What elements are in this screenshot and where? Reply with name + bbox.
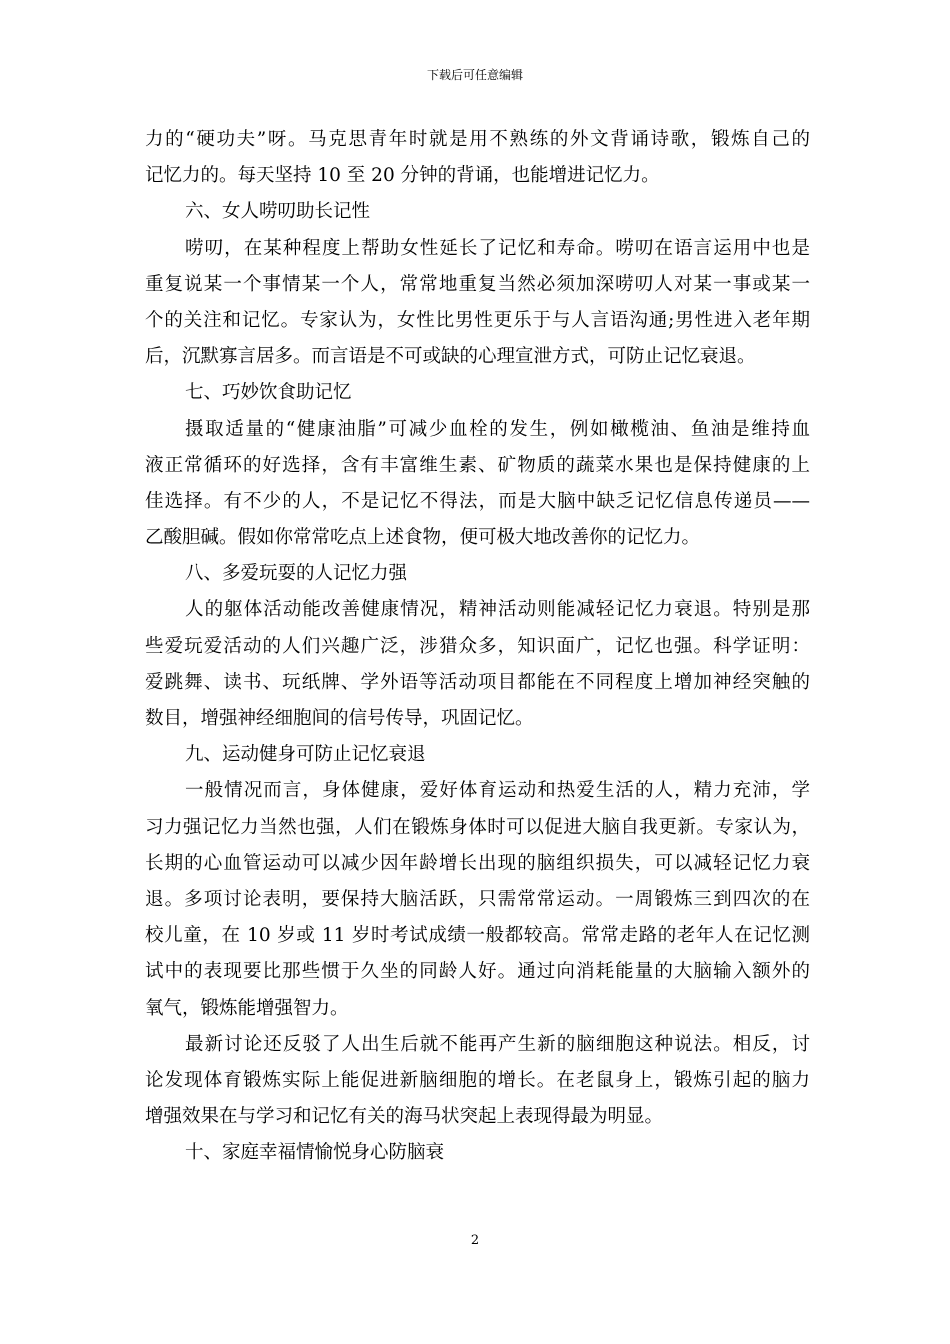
text-line: 摄取适量的“健康油脂”可减少血栓的发生，例如橄榄油、鱼油是维持血 — [185, 418, 810, 440]
text-line: 唠叨，在某种程度上帮助女性延长了记忆和寿命。唠叨在语言运用中也是 — [185, 237, 810, 259]
text-line: 十、家庭幸福情愉悦身心防脑衰 — [185, 1142, 445, 1164]
text-line: 七、巧妙饮食助记忆 — [185, 382, 352, 404]
page-header: 下载后可任意编辑 — [426, 68, 523, 82]
text-line: 退。多项讨论表明，要保持大脑活跃，只需常常运动。一周锻炼三到四次的在 — [145, 888, 810, 910]
document-body — [145, 122, 810, 1171]
text-line: 爱跳舞、读书、玩纸牌、学外语等活动项目都能在不同程度上增加神经突触的 — [145, 671, 810, 693]
text-line: 习力强记忆力当然也强，人们在锻炼身体时可以促进大脑自我更新。专家认为， — [145, 816, 810, 838]
text-line: 一般情况而言，身体健康，爱好体育运动和热爱生活的人，精力充沛，学 — [185, 780, 810, 802]
text-line: 个的关注和记忆。专家认为，女性比男性更乐于与人言语沟通;男性进入老年期 — [145, 309, 810, 331]
text-line: 校儿童，在 10 岁或 11 岁时考试成绩一般都较高。常常走路的老年人在记忆测 — [145, 925, 810, 947]
text-line: 力的“硬功夫”呀。马克思青年时就是用不熟练的外文背诵诗歌，锻炼自己的 — [145, 129, 810, 150]
text-line: 数目，增强神经细胞间的信号传导，巩固记忆。 — [145, 708, 534, 729]
text-line: 佳选择。有不少的人，不是记忆不得法，而是大脑中缺乏记忆信息传递员—— — [145, 490, 810, 512]
text-line: 九、运动健身可防止记忆衰退 — [185, 744, 426, 766]
text-line: 乙酸胆碱。假如你常常吃点上述食物，便可极大地改善你的记忆力。 — [145, 527, 701, 549]
text-line: 六、女人唠叨助长记性 — [185, 201, 371, 223]
text-line: 八、多爱玩耍的人记忆力强 — [185, 563, 408, 585]
text-line: 液正常循环的好选择，含有丰富维生素、矿物质的蔬菜水果也是保持健康的上 — [145, 454, 810, 476]
text-line: 论发现体育锻炼实际上能促进新脑细胞的增长。在老鼠身上，锻炼引起的脑力 — [145, 1069, 810, 1091]
text-line: 长期的心血管运动可以减少因年龄增长出现的脑组织损失，可以减轻记忆力衰 — [145, 852, 810, 874]
text-line: 试中的表现要比那些惯于久坐的同龄人好。通过向消耗能量的大脑输入额外的 — [145, 961, 810, 983]
text-line: 增强效果在与学习和记忆有关的海马状突起上表现得最为明显。 — [145, 1106, 664, 1128]
text-line: 记忆力的。每天坚持 10 至 20 分钟的背诵，也能增进记忆力。 — [145, 165, 660, 187]
text-line: 氧气，锻炼能增强智力。 — [145, 997, 349, 1019]
text-line: 重复说某一个事情某一个人，常常地重复当然必须加深唠叨人对某一事或某一 — [145, 273, 810, 295]
text-line: 些爱玩爱活动的人们兴趣广泛，涉猎众多，知识面广，记忆也强。科学证明： — [145, 635, 810, 657]
page-number: 2 — [470, 1233, 480, 1248]
text-line: 人的躯体活动能改善健康情况，精神活动则能减轻记忆力衰退。特别是那 — [185, 599, 810, 621]
text-line: 后，沉默寡言居多。而言语是不可或缺的心理宣泄方式，可防止记忆衰退。 — [145, 346, 756, 368]
text-line: 最新讨论还反驳了人出生后就不能再产生新的脑细胞这种说法。相反，讨 — [185, 1033, 810, 1055]
